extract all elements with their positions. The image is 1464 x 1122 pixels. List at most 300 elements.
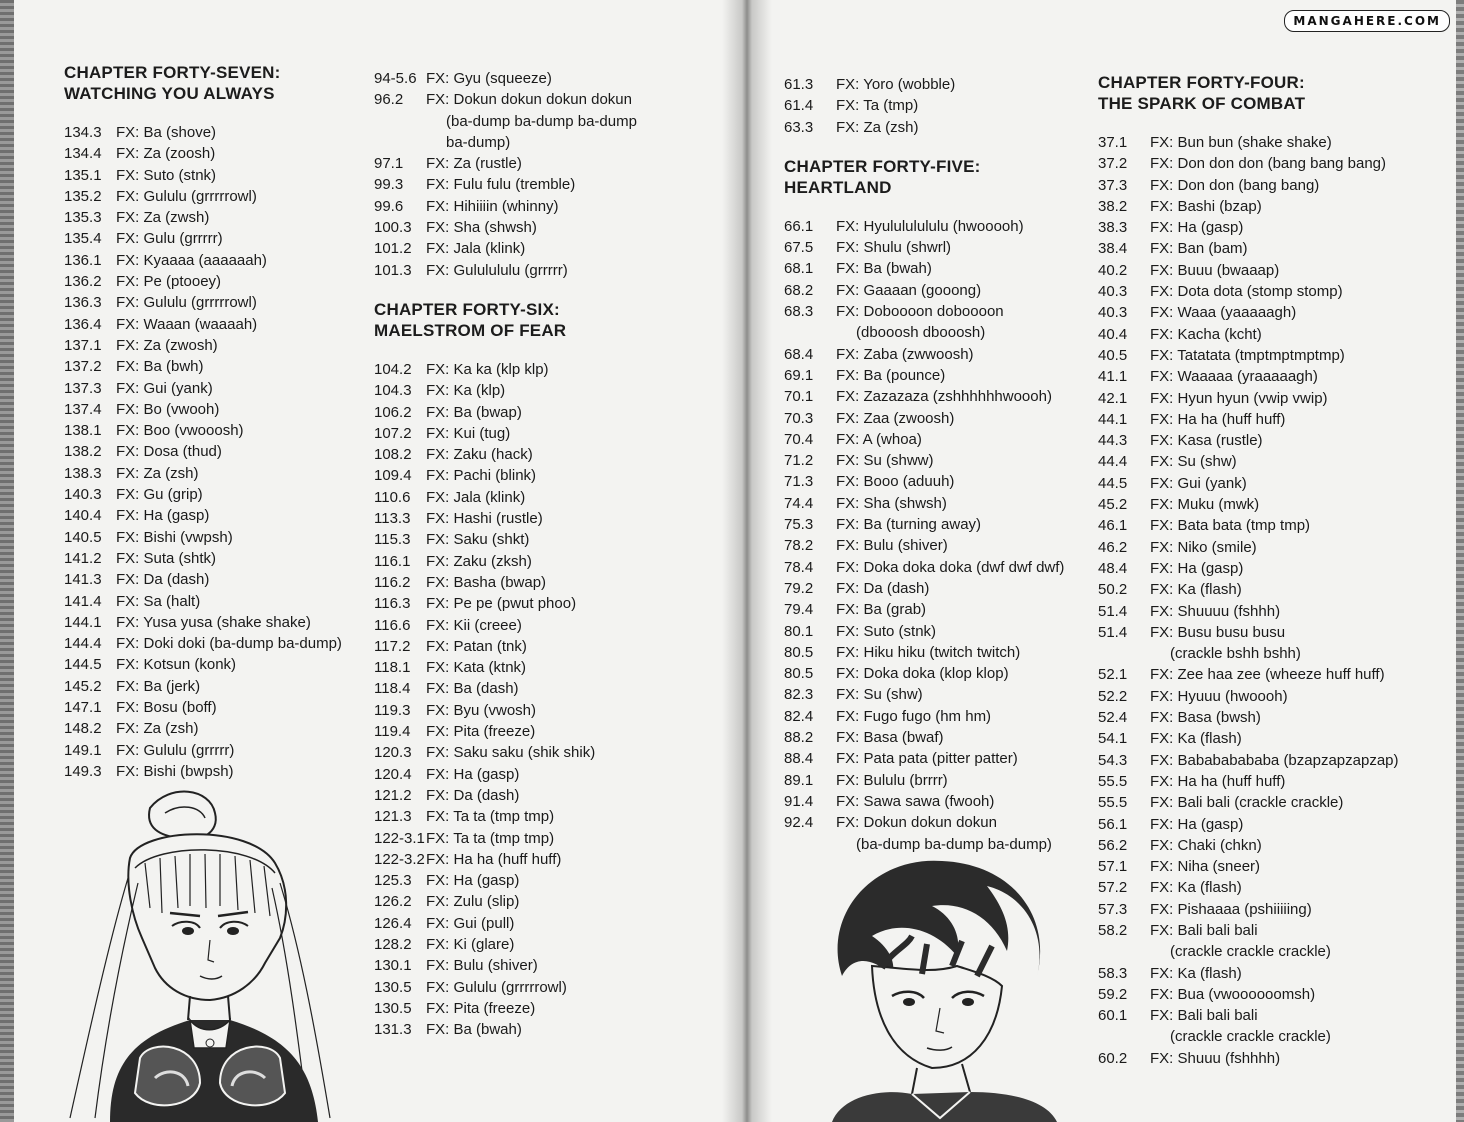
panel-number: 52.4: [1098, 709, 1128, 727]
fx-entry: [374, 508, 704, 529]
chapter-heading-line: HEARTLAND: [784, 177, 892, 197]
fx-entry: [784, 471, 1094, 492]
panel-number: 120.4: [374, 765, 412, 783]
sound-effect: FX: Pita (freeze): [426, 723, 536, 741]
panel-number: 67.5: [784, 239, 814, 257]
panel-number: 51.4: [1098, 623, 1128, 641]
sound-effect: FX: Ba (bwah): [836, 260, 932, 278]
panel-number: 80.5: [784, 643, 814, 661]
sound-effect: FX: Pe (ptooey): [116, 273, 222, 291]
fx-entry: [374, 529, 704, 550]
fx-entry: [64, 505, 364, 526]
panel-number: 101.2: [374, 240, 412, 258]
sound-effect: FX: Gui (yank): [116, 379, 213, 397]
panel-number: 38.2: [1098, 197, 1128, 215]
panel-number: 144.4: [64, 635, 102, 653]
panel-number: 70.3: [784, 409, 814, 427]
sound-effect: FX: Su (shww): [836, 452, 934, 470]
fx-entry: [64, 207, 364, 228]
panel-number: 80.1: [784, 622, 814, 640]
panel-number: 101.3: [374, 261, 412, 279]
fx-entry: [1098, 153, 1448, 174]
panel-number: 137.3: [64, 379, 102, 397]
sound-effect: FX: Ka (flash): [1150, 964, 1242, 982]
sound-effect: FX: Gululu (grrrrrowl): [116, 187, 257, 205]
sound-effect: FX: Niko (smile): [1150, 538, 1257, 556]
panel-number: 116.1: [374, 552, 411, 570]
sound-effect: FX: Bulu (shiver): [836, 537, 948, 555]
fx-entry: [1098, 388, 1448, 409]
spacer: [374, 281, 704, 299]
sound-effect: FX: Pishaaaa (pshiiiiing): [1150, 900, 1312, 918]
fx-entry: [374, 68, 704, 89]
sound-effect: FX: Ba (turning away): [836, 516, 982, 534]
fx-entry: [1098, 558, 1448, 579]
panel-number: 149.3: [64, 762, 102, 780]
fx-entry: [64, 356, 364, 377]
sound-effect-continuation: ba-dump): [446, 133, 511, 151]
panel-number: 71.2: [784, 452, 814, 470]
panel-number: 89.1: [784, 771, 814, 789]
panel-number: 148.2: [64, 720, 102, 738]
panel-number: 60.1: [1098, 1007, 1128, 1025]
fx-entry: [1098, 217, 1448, 238]
fx-entry: [374, 806, 704, 827]
sound-effect: FX: Ka (klp): [426, 382, 506, 400]
sound-effect: FX: Fugo fugo (hm hm): [836, 707, 992, 725]
panel-number: 144.1: [64, 613, 102, 631]
fx-entry: [784, 791, 1094, 812]
panel-number: 137.4: [64, 400, 102, 418]
fx-entry: [784, 621, 1094, 642]
sound-effect: FX: Shuuuu (fshhh): [1150, 602, 1281, 620]
sound-effect: FX: Jala (klink): [426, 488, 526, 506]
panel-number: 107.2: [374, 424, 412, 442]
panel-number: 56.2: [1098, 836, 1128, 854]
fx-entry: [784, 770, 1094, 791]
panel-number: 126.2: [374, 893, 412, 911]
fx-entry: [1098, 537, 1448, 558]
panel-number: 68.1: [784, 260, 814, 278]
panel-number: 60.2: [1098, 1049, 1128, 1067]
panel-number: 130.5: [374, 978, 412, 996]
panel-number: 97.1: [374, 155, 404, 173]
sound-effect: FX: Sha (shwsh): [836, 494, 947, 512]
sound-effect: FX: Ba (shove): [116, 124, 217, 141]
panel-number: 116.3: [374, 595, 411, 613]
fx-entry: [784, 514, 1094, 535]
fx-entry: [64, 420, 364, 441]
chapter-heading-line: MAELSTROM OF FEAR: [374, 320, 567, 340]
panel-number: 57.3: [1098, 900, 1128, 918]
sound-effect: FX: Saku (shkt): [426, 531, 530, 549]
fx-entry: [1098, 132, 1448, 153]
fx-entry: [784, 74, 1094, 95]
sound-effect: FX: Gui (yank): [1150, 474, 1247, 492]
chapter-heading: [1098, 72, 1448, 114]
sound-effect: FX: Bata bata (tmp tmp): [1150, 517, 1311, 535]
fx-entry: [1098, 814, 1448, 835]
sound-effect: FX: Basa (bwsh): [1150, 709, 1261, 727]
sound-effect: FX: Bashi (bzap): [1150, 197, 1262, 215]
fx-entry: [784, 727, 1094, 748]
fx-entry: [64, 186, 364, 207]
panel-number: 136.3: [64, 294, 102, 312]
fx-entry: [1098, 345, 1448, 366]
sound-effect: FX: Dosa (thud): [116, 443, 222, 461]
fx-entry: [784, 684, 1094, 705]
fx-entry: [374, 593, 704, 614]
sound-effect: FX: Kasa (rustle): [1150, 432, 1263, 450]
fx-entry: [374, 657, 704, 678]
panel-number: 61.4: [784, 97, 814, 115]
panel-number: 99.6: [374, 197, 404, 215]
sound-effect-continuation: (crackle bshh bshh): [1170, 645, 1301, 663]
sound-effect: FX: Fulu fulu (tremble): [426, 176, 576, 194]
fx-entry: [1098, 430, 1448, 451]
fx-entry: [64, 250, 364, 271]
fx-entry: [374, 764, 704, 785]
sound-effect: FX: Da (dash): [426, 786, 520, 804]
sound-effect: FX: Dokun dokun dokun dokun: [426, 91, 632, 109]
sound-effect: FX: Kyaaaa (aaaaaah): [116, 251, 267, 269]
fx-entry: [1098, 856, 1448, 877]
panel-number: 75.3: [784, 516, 814, 534]
fx-entry: [784, 535, 1094, 556]
sound-effect: FX: Sawa sawa (fwooh): [836, 792, 995, 810]
sound-effect: FX: Ha (gasp): [1150, 815, 1244, 833]
fx-entry: [784, 258, 1094, 279]
panel-number: 80.5: [784, 665, 814, 683]
panel-number: 121.3: [374, 808, 412, 826]
sound-effect: FX: Shulu (shwrl): [836, 239, 952, 257]
sound-effect: FX: Niha (sneer): [1150, 858, 1261, 876]
sound-effect: FX: Ba (bwah): [426, 1021, 522, 1039]
sound-effect: FX: Busu busu busu: [1150, 623, 1286, 641]
sound-effect: FX: Pe pe (pwut phoo): [426, 595, 577, 613]
fx-entry: [374, 153, 704, 174]
panel-number: 56.1: [1098, 815, 1128, 833]
fx-entry: [64, 228, 364, 249]
sound-effect: FX: Bishi (vwpsh): [116, 528, 233, 546]
fx-entry: [784, 95, 1094, 116]
sound-effect: FX: Bishi (bwpsh): [116, 762, 234, 780]
sound-effect-continuation: (crackle crackle crackle): [1170, 943, 1331, 961]
chapter-heading-line: THE SPARK OF COMBAT: [1098, 94, 1306, 113]
sound-effect: FX: Chaki (chkn): [1150, 836, 1262, 854]
sound-effect: FX: Ta (tmp): [836, 97, 919, 115]
panel-number: 104.2: [374, 360, 412, 378]
fx-entry: [1098, 601, 1448, 622]
fx-entry: [374, 700, 704, 721]
panel-number: 68.4: [784, 345, 814, 363]
sound-effect: FX: Za (zsh): [116, 464, 199, 482]
panel-number: 136.2: [64, 273, 102, 291]
panel-number: 91.4: [784, 792, 814, 810]
fx-entry: [374, 444, 704, 465]
fx-entry: [1098, 1005, 1448, 1026]
fx-entry: [64, 335, 364, 356]
column-chapter-47: [64, 62, 364, 782]
sound-effect: FX: Zulu (slip): [426, 893, 520, 911]
panel-number: 57.1: [1098, 858, 1128, 876]
panel-number: 45.2: [1098, 496, 1128, 514]
panel-number: 135.3: [64, 209, 102, 227]
fx-entry: [64, 548, 364, 569]
panel-number: 140.5: [64, 528, 102, 546]
fx-entry: [64, 122, 364, 143]
panel-number: 57.2: [1098, 879, 1128, 897]
sound-effect: FX: Hashi (rustle): [426, 510, 543, 528]
sound-effect: FX: Bali bali bali: [1150, 1007, 1258, 1025]
panel-number: 131.3: [374, 1021, 412, 1039]
panel-number: 54.1: [1098, 730, 1128, 748]
sound-effect: FX: Kii (creee): [426, 616, 522, 634]
panel-number: 122-3.2: [374, 850, 425, 868]
fx-entry: [64, 697, 364, 718]
fx-entry: [784, 599, 1094, 620]
sound-effect: FX: Zaku (hack): [426, 446, 533, 464]
sound-effect: FX: Gu (grip): [116, 486, 203, 504]
sound-effect: FX: Buuu (bwaaap): [1150, 261, 1280, 279]
fx-entry: [784, 429, 1094, 450]
sound-effect: FX: Za (zsh): [836, 118, 919, 136]
sound-effect: FX: Za (zoosh): [116, 145, 216, 163]
sound-effect: FX: Suto (stnk): [836, 622, 937, 640]
panel-number: 58.2: [1098, 921, 1128, 939]
panel-number: 135.2: [64, 187, 102, 205]
panel-number: 44.4: [1098, 453, 1128, 471]
fx-entry: [1098, 1048, 1448, 1069]
panel-number: 109.4: [374, 467, 412, 485]
sound-effect: FX: Ta ta (tmp tmp): [426, 829, 555, 847]
panel-number: 44.5: [1098, 474, 1128, 492]
fx-entry: [374, 217, 704, 238]
sound-effect: FX: Hyulululululu (hwooooh): [836, 217, 1024, 235]
panel-number: 122-3.1: [374, 829, 425, 847]
fx-entry: [374, 955, 704, 976]
panel-number: 58.3: [1098, 964, 1128, 982]
sound-effect: FX: Bali bali bali: [1150, 921, 1258, 939]
chapter-heading-line: CHAPTER FORTY-SEVEN:: [64, 63, 281, 82]
sound-effect: FX: Bali bali (crackle crackle): [1150, 794, 1344, 812]
panel-number: 78.4: [784, 558, 814, 576]
panel-number: 130.1: [374, 957, 412, 975]
character-illustration-man: [812, 856, 1072, 1122]
panel-number: 117.2: [374, 637, 411, 655]
panel-number: 40.4: [1098, 325, 1128, 343]
sound-effect: FX: Ban (bam): [1150, 240, 1248, 258]
sound-effect-continuation: (ba-dump ba-dump ba-dump): [856, 835, 1052, 853]
panel-number: 63.3: [784, 118, 814, 136]
fx-entry: [64, 718, 364, 739]
fx-entry: [1098, 260, 1448, 281]
panel-number: 120.3: [374, 744, 412, 762]
fx-entry: [1098, 750, 1448, 771]
panel-number: 42.1: [1098, 389, 1128, 407]
panel-number: 48.4: [1098, 559, 1128, 577]
sound-effect: FX: Su (shw): [1150, 453, 1237, 471]
fx-entry: [374, 977, 704, 998]
panel-number: 69.1: [784, 366, 814, 384]
fx-entry: [374, 260, 704, 281]
fx-entry: [374, 849, 704, 870]
panel-number: 88.2: [784, 729, 814, 747]
panel-number: 145.2: [64, 677, 102, 695]
panel-number: 41.1: [1098, 368, 1128, 386]
fx-entry: [784, 365, 1094, 386]
panel-number: 54.3: [1098, 751, 1128, 769]
fx-entry: [1098, 792, 1448, 813]
sound-effect: FX: Ha (gasp): [116, 507, 210, 525]
sound-effect: FX: Doboooon doboooon: [836, 303, 1004, 321]
fx-entry: [64, 633, 364, 654]
panel-number: 134.4: [64, 145, 102, 163]
sound-effect: FX: Doka doka doka (dwf dwf dwf): [836, 558, 1065, 576]
sound-effect: FX: Za (zwosh): [116, 336, 218, 354]
panel-number: 70.1: [784, 388, 814, 406]
sound-effect: FX: Ba (pounce): [836, 366, 946, 384]
panel-number: 141.3: [64, 571, 102, 589]
panel-number: 44.3: [1098, 432, 1128, 450]
sound-effect-continuation: (dbooosh dbooosh): [856, 324, 986, 342]
fx-entry: [64, 314, 364, 335]
sound-effect: FX: Ka (flash): [1150, 730, 1242, 748]
panel-number: 68.3: [784, 303, 814, 321]
fx-entry: [374, 742, 704, 763]
panel-number: 79.2: [784, 579, 814, 597]
fx-entry: [1098, 238, 1448, 259]
sound-effect: FX: Ha (gasp): [426, 872, 520, 890]
panel-number: 38.3: [1098, 219, 1128, 237]
sound-effect: FX: Zee haa zee (wheeze huff huff): [1150, 666, 1385, 684]
sound-effect: FX: Pita (freeze): [426, 999, 536, 1017]
panel-number: 108.2: [374, 446, 412, 464]
panel-number: 40.3: [1098, 304, 1128, 322]
panel-number: 99.3: [374, 176, 404, 194]
column-chapter-44: [1098, 72, 1448, 1069]
sound-effect: FX: Shuuu (fshhhh): [1150, 1049, 1281, 1067]
sound-effect-continuation: (crackle crackle crackle): [1170, 1028, 1331, 1046]
fx-entry: [1098, 175, 1448, 196]
panel-number: 118.1: [374, 659, 411, 677]
sound-effect: FX: Ha ha (huff huff): [426, 850, 562, 868]
sound-effect: FX: Zaa (zwoosh): [836, 409, 955, 427]
sound-effect: FX: Bua (vwoooooomsh): [1150, 985, 1316, 1003]
sound-effect: FX: Yusa yusa (shake shake): [116, 613, 311, 631]
chapter-heading: [374, 299, 704, 341]
panel-number: 138.2: [64, 443, 102, 461]
panel-number: 59.2: [1098, 985, 1128, 1003]
fx-entry: [374, 913, 704, 934]
sound-effect: FX: Ba (dash): [426, 680, 519, 698]
panel-number: 126.4: [374, 914, 412, 932]
fx-entry: [64, 569, 364, 590]
fx-entry: [374, 551, 704, 572]
fx-entry: [374, 721, 704, 742]
fx-entry: [374, 238, 704, 259]
panel-number: 74.4: [784, 494, 814, 512]
character-illustration-woman: [50, 788, 360, 1122]
panel-number: 140.3: [64, 486, 102, 504]
fx-entry: [374, 828, 704, 849]
sound-effect: FX: Ha (gasp): [426, 765, 520, 783]
sound-effect: FX: Bun bun (shake shake): [1150, 134, 1332, 151]
fx-entry: [1098, 707, 1448, 728]
sound-effect: FX: Gaaaan (gooong): [836, 281, 982, 299]
fx-entry: [1098, 409, 1448, 430]
fx-entry: [784, 386, 1094, 407]
sound-effect: FX: Waaaaa (yraaaaagh): [1150, 368, 1318, 386]
fx-entry: [64, 143, 364, 164]
fx-entry: [1098, 899, 1448, 920]
fx-entry: [784, 408, 1094, 429]
page-edge: [1456, 0, 1464, 1122]
sound-effect: FX: Ha (gasp): [1150, 219, 1244, 237]
sound-effect-continuation: (ba-dump ba-dump ba-dump: [446, 112, 637, 130]
panel-number: 40.2: [1098, 261, 1128, 279]
fx-entry: [1098, 622, 1448, 643]
panel-number: 37.1: [1098, 134, 1128, 151]
fx-entry: [374, 1019, 704, 1040]
panel-number: 55.5: [1098, 772, 1128, 790]
sound-effect: FX: Kacha (kcht): [1150, 325, 1262, 343]
sound-effect: FX: Ka ka (klp klp): [426, 360, 549, 378]
fx-entry: [64, 165, 364, 186]
fx-entry: [1098, 473, 1448, 494]
fx-entry: [784, 216, 1094, 237]
fx-entry: [374, 174, 704, 195]
fx-entry: [64, 676, 364, 697]
sound-effect: FX: Muku (mwk): [1150, 496, 1260, 514]
panel-number: 130.5: [374, 999, 412, 1017]
column-chapter-46: [374, 68, 704, 1040]
panel-number: 46.2: [1098, 538, 1128, 556]
panel-number: 37.2: [1098, 155, 1128, 173]
panel-number: 100.3: [374, 219, 412, 237]
panel-number: 136.4: [64, 315, 102, 333]
fx-entry: [64, 761, 364, 782]
fx-entry: [64, 463, 364, 484]
sound-effect: FX: Kata (ktnk): [426, 659, 527, 677]
fx-entry: [64, 292, 364, 313]
fx-entry: [784, 280, 1094, 301]
fx-entry: [374, 487, 704, 508]
sound-effect: FX: Za (zwsh): [116, 209, 210, 227]
sound-effect: FX: Kui (tug): [426, 424, 511, 442]
panel-number: 113.3: [374, 510, 411, 528]
sound-effect: FX: Doki doki (ba-dump ba-dump): [116, 635, 342, 653]
sound-effect: FX: Hyun hyun (vwip vwip): [1150, 389, 1328, 407]
fx-entry: [784, 748, 1094, 769]
chapter-heading-line: CHAPTER FORTY-FOUR:: [1098, 73, 1305, 92]
panel-number: 78.2: [784, 537, 814, 555]
fx-entry: [784, 344, 1094, 365]
fx-entry: [784, 450, 1094, 471]
sound-effect: FX: Pachi (blink): [426, 467, 537, 485]
sound-effect: FX: Waaa (yaaaaagh): [1150, 304, 1297, 322]
sound-effect: FX: Ta ta (tmp tmp): [426, 808, 555, 826]
fx-entry: [374, 934, 704, 955]
fx-entry: [1098, 963, 1448, 984]
panel-number: 55.5: [1098, 794, 1128, 812]
fx-entry: [374, 636, 704, 657]
sound-effect: FX: Don don don (bang bang bang): [1150, 155, 1387, 173]
sound-effect: FX: Ba (jerk): [116, 677, 201, 695]
chapter-heading-line: WATCHING YOU ALWAYS: [64, 84, 275, 103]
fx-entry: [1098, 771, 1448, 792]
fx-entry: [374, 196, 704, 217]
